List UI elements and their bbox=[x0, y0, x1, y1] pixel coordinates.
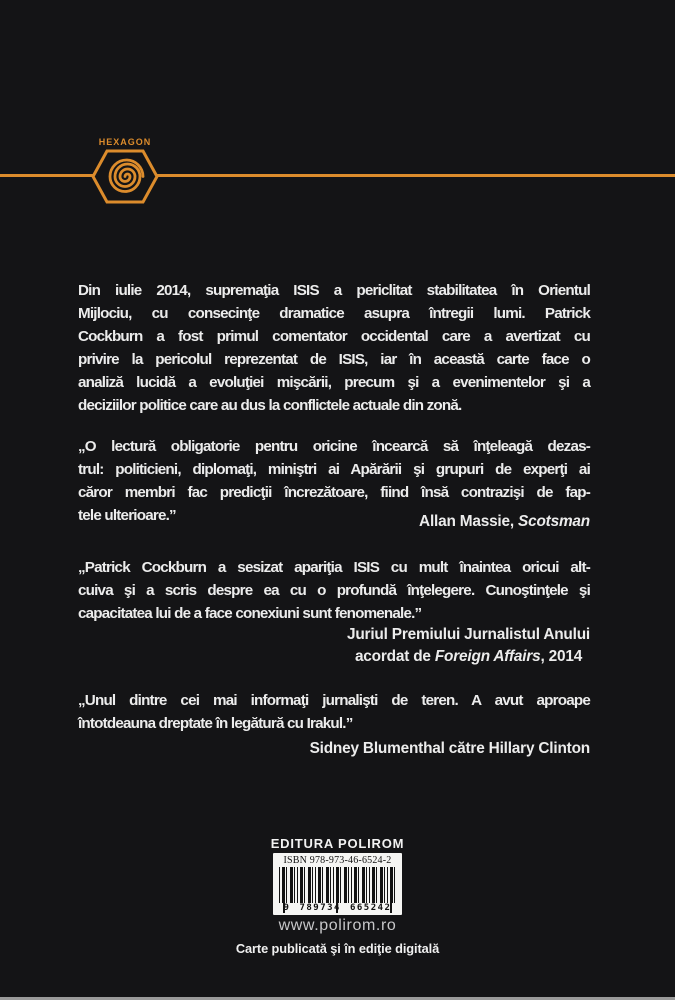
quote-1-attribution bbox=[78, 511, 590, 533]
attribution-source: Scotsman bbox=[518, 513, 590, 530]
quote-line: „O lectură obligatorie pentru oricine încearcă să înţeleagă dezas- bbox=[78, 438, 590, 455]
digital-edition-note: Carte publicată şi în ediţie digitală bbox=[235, 941, 440, 956]
barcode-digits bbox=[273, 903, 402, 914]
quote-line: trul: politicieni, diplomaţi, miniştri ai Apărării şi grupuri de experţi ai bbox=[78, 461, 590, 478]
barcode-bars bbox=[279, 867, 396, 903]
paragraph-line: Mijlociu, cu consecinţe dramatice asupra întregii lumi. Patrick bbox=[78, 305, 590, 322]
quote-line: întotdeauna dreptate în legătură cu Irakul.” bbox=[78, 715, 353, 732]
quote-line: tele ulterioare.” bbox=[78, 507, 176, 524]
quote-line: căror membri fac predicţii încrezătoare, fiind însă contrazişi de fap- bbox=[78, 484, 590, 501]
attribution-text: acordat de bbox=[354, 648, 435, 665]
publisher-website: www.polirom.ro bbox=[278, 917, 397, 934]
publisher-series-logo bbox=[90, 136, 160, 204]
hexagon-spiral-icon bbox=[91, 149, 159, 204]
paragraph-line: privire la pericolul reprezentat de ISIS, iar în această carte face o bbox=[78, 351, 590, 368]
paragraph-line: deciziilor politice care au dus la conflictele actuale din zonă. bbox=[78, 397, 462, 414]
barcode-digit-group: 665242 bbox=[349, 903, 392, 913]
attribution-text: Juriul Premiului Jurnalistul Anului bbox=[347, 626, 590, 643]
review-quote-2 bbox=[78, 556, 590, 625]
quote-line: capacitatea lui de a face conexiuni sunt fenomenale.” bbox=[78, 605, 422, 622]
paragraph-line: Cockburn a fost primul comentator occidental care a avertizat cu bbox=[78, 328, 590, 345]
paragraph-line: Din iulie 2014, supremaţia ISIS a periclitat stabilitatea în Orientul bbox=[78, 282, 590, 299]
attribution-text: , 2014 bbox=[540, 648, 583, 665]
attribution-source: Foreign Affairs bbox=[434, 648, 541, 665]
isbn-barcode bbox=[273, 853, 402, 915]
attribution-text bbox=[347, 646, 590, 668]
isbn-number: ISBN 978-973-46-6524-2 bbox=[283, 855, 392, 866]
review-quote-3 bbox=[78, 689, 590, 735]
attribution-text: Sidney Blumenthal către Hillary Clinton bbox=[309, 740, 590, 757]
quote-line: „Patrick Cockburn a sesizat apariţia ISIS cu mult înaintea oricui alt- bbox=[78, 559, 590, 576]
attribution-text: Allan Massie, bbox=[419, 513, 519, 530]
barcode-digit-group: 789734 bbox=[299, 903, 341, 913]
publisher-name: EDITURA POLIROM bbox=[270, 836, 405, 851]
attribution-block bbox=[347, 624, 590, 668]
paragraph-line: analiză lucidă a evoluţiei mişcării, precum şi a evenimentelor şi a bbox=[78, 374, 590, 391]
quote-line: cuiva şi a scris despre ea cu o profundă înţelegere. Cunoştinţele şi bbox=[78, 582, 590, 599]
quote-line: „Unul dintre cei mai informaţi jurnalişti de teren. A avut aproape bbox=[78, 692, 590, 709]
quote-3-attribution bbox=[78, 738, 596, 760]
barcode-digit-group: 9 bbox=[283, 903, 291, 913]
intro-paragraph bbox=[78, 279, 590, 417]
quote-2-attribution bbox=[78, 624, 590, 668]
series-name-label: HEXAGON bbox=[98, 137, 152, 147]
